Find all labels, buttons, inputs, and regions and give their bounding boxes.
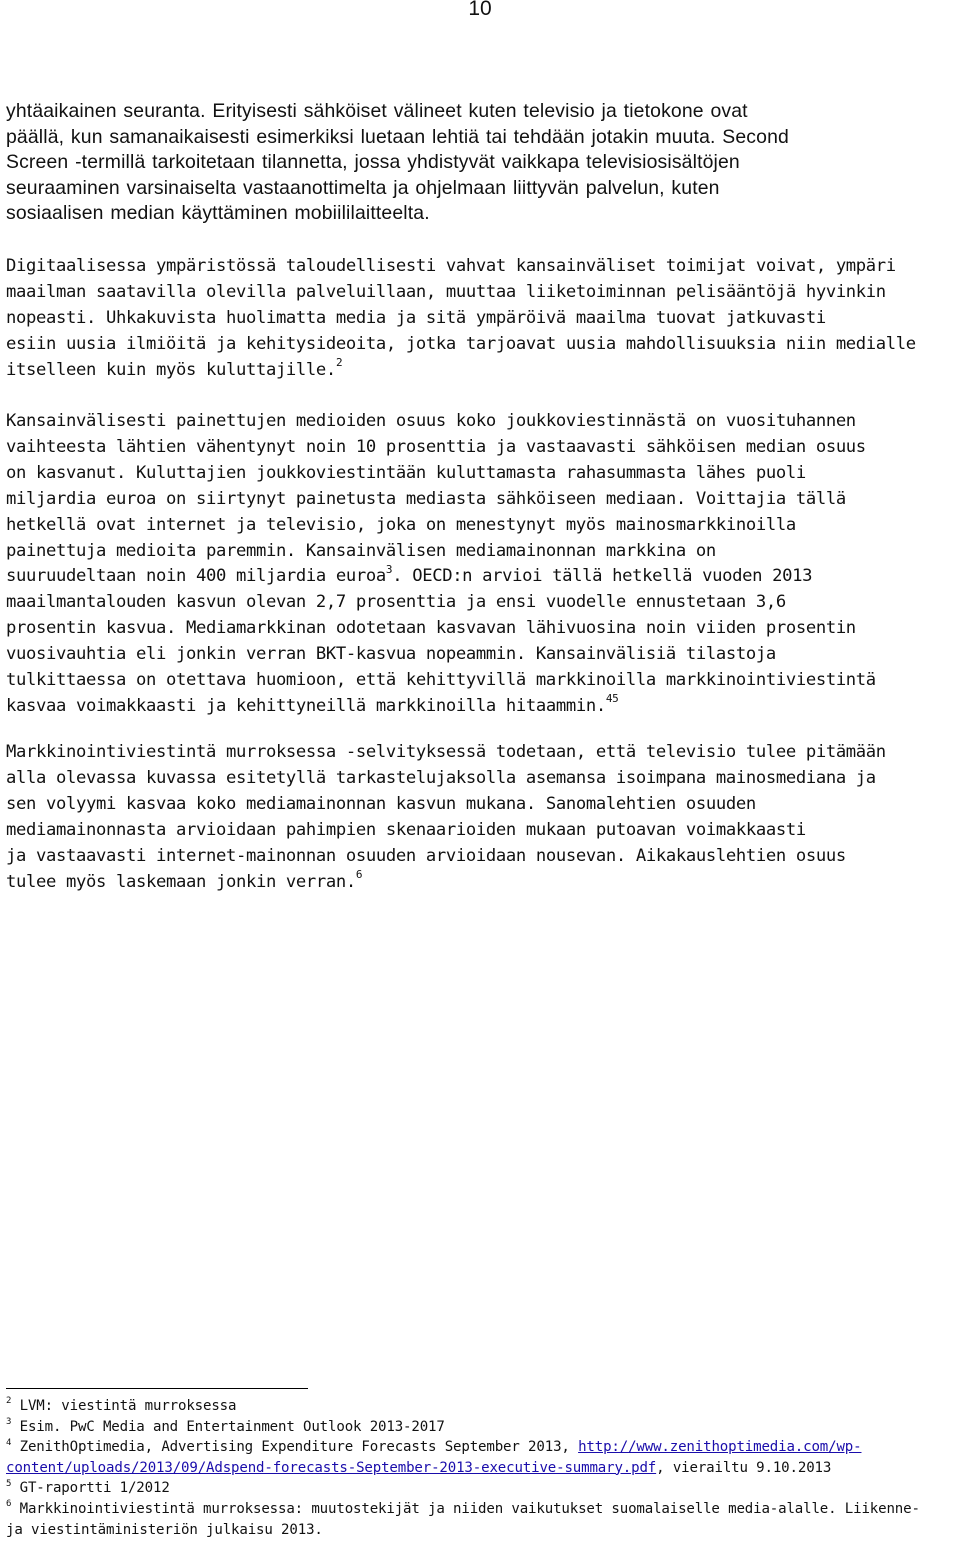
footnote-ref-3: 3: [385, 562, 393, 576]
text-line: vaihteesta lähtien vähentynyt noin 10 prosenttia ja vastaavasti sähköisen median osuus: [6, 436, 866, 457]
footnote-6-continued: [6, 1520, 958, 1541]
paragraph-marketing-communication: [6, 740, 958, 895]
paragraph-second-screen: [6, 99, 958, 227]
text-line: yhtäaikainen seuranta. Erityisesti sähköiset välineet kuten televisio ja tietokone ovat: [6, 100, 748, 122]
text-line: [6, 564, 958, 590]
text-line: maailman saatavilla olevilla palveluillaan, muuttaa liiketoiminnan pelisääntöjä hyvinkin: [6, 281, 886, 302]
footnote-text: , vierailtu 9.10.2013: [656, 1459, 832, 1476]
footnote-text: ZenithOptimedia, Advertising Expenditure Forecasts September 2013,: [11, 1439, 579, 1456]
footnote-text: LVM: viestintä murroksessa: [11, 1398, 237, 1414]
text-line: prosentin kasvua. Mediamarkkinan odotetaan kasvavan lähivuosina noin viiden prosentin: [6, 618, 856, 639]
footnote-ref-2: 2: [335, 355, 343, 369]
footnote-5: [6, 1478, 958, 1499]
text-line: nopeasti. Uhkakuvista huolimatta media ja sitä ympäröivä maailma tuovat jatkuvasti: [6, 307, 826, 328]
text-line: tulkittaessa on otettava huomioon, että kehittyvillä markkinoilla markkinointiviestintä: [6, 670, 876, 691]
footnote-link[interactable]: content/uploads/2013/09/Adspend-forecasts-September-2013-executive-summary.pdf: [6, 1459, 657, 1476]
text-line: alla olevassa kuvassa esitetyllä tarkastelujaksolla asemansa isoimpana mainosmediana ja: [6, 767, 876, 788]
text-fragment: kasvaa voimakkaasti ja kehittyneillä markkinoilla hitaammin.: [6, 695, 606, 716]
text-line: Digitaalisessa ympäristössä taloudellisesti vahvat kansainväliset toimijat voivat, ympäri: [6, 256, 896, 276]
footnote-number: 5: [6, 1478, 12, 1489]
text-line: seuraaminen varsinaiselta vastaanottimelta ja ohjelmaan liittyvän palvelun, kuten: [6, 176, 720, 199]
text-line: sosiaalisen median käyttäminen mobiililaitteelta.: [6, 202, 430, 225]
text-line: miljardia euroa on siirtynyt painetusta mediasta sähköiseen mediaan. Voittajia tällä: [6, 488, 846, 509]
text-line: [6, 355, 958, 384]
text-line: maailmantalouden kasvun olevan 2,7 prosenttia ja ensi vuodelle ennustetaan 3,6: [6, 592, 786, 613]
footnote-ref-45: 45: [605, 692, 619, 706]
text-fragment: . OECD:n arvioi tällä hetkellä vuoden 2013: [392, 566, 813, 587]
text-line: Screen -termillä tarkoitetaan tilannetta, jossa yhdistyvät vaikkapa televisiosisältöjen: [6, 151, 740, 174]
text-line: ja vastaavasti internet-mainonnan osuuden arvioidaan nousevan. Aikakauslehtien osuus: [6, 845, 846, 866]
text-line: vuosivauhtia eli jonkin verran BKT-kasvua nopeammin. Kansainvälisiä tilastoja: [6, 644, 776, 665]
text-line: Markkinointiviestintä murroksessa -selvityksessä todetaan, että televisio tulee pitämään: [6, 742, 886, 762]
text-line: [6, 867, 958, 896]
text-line: päällä, kun samanaikaisesti esimerkiksi luetaan lehtiä tai tehdään jotakin muuta. Second: [6, 125, 789, 148]
text-fragment: suuruudeltaan noin 400 miljardia euroa: [6, 566, 386, 587]
paragraph-digital-environment: [6, 254, 958, 384]
text-line: Kansainvälisesti painettujen medioiden osuus koko joukkoviestinnästä on vuosituhannen: [6, 411, 856, 431]
footnote-text: GT-raportti 1/2012: [11, 1480, 170, 1497]
page-number: 10: [468, 0, 492, 20]
footnote-number: 4: [6, 1437, 12, 1448]
text-fragment: itselleen kuin myös kuluttajille.: [6, 359, 336, 380]
footnote-2: [6, 1396, 958, 1417]
footnote-link[interactable]: http://www.zenithoptimedia.com/wp-: [578, 1439, 862, 1456]
paragraph-international-media: [6, 409, 958, 720]
footnote-text: ja viestintäministeriön julkaisu 2013.: [6, 1521, 323, 1538]
text-line: sen volyymi kasvaa koko mediamainonnan kasvun mukana. Sanomalehtien osuuden: [6, 793, 756, 814]
text-line: mediamainonnasta arvioidaan pahimpien skenaarioiden mukaan putoavan voimakkaasti: [6, 819, 806, 840]
text-line: hetkellä ovat internet ja televisio, joka on menestynyt myös mainosmarkkinoilla: [6, 514, 796, 535]
footnote-text: Esim. PwC Media and Entertainment Outlook 2013-2017: [11, 1418, 445, 1435]
text-line: esiin uusia ilmiöitä ja kehitysideoita, jotka tarjoavat uusia mahdollisuuksia niin medialle: [6, 333, 916, 354]
text-line: painettuja medioita paremmin. Kansainvälisen mediamainonnan markkina on: [6, 540, 716, 561]
text-fragment: tulee myös laskemaan jonkin verran.: [6, 871, 356, 892]
footnote-ref-6: 6: [355, 867, 363, 881]
footnote-number: 3: [6, 1416, 12, 1427]
footnote-4-continued: [6, 1458, 958, 1479]
footnote-4: [6, 1437, 958, 1458]
text-line: [6, 694, 958, 720]
footnote-text: Markkinointiviestintä murroksessa: muutostekijät ja niiden vaikutukset suomalaiselle media-alalle. Liikenne-: [11, 1500, 920, 1517]
footnote-separator: [6, 1388, 308, 1389]
footnote-3: [6, 1417, 958, 1438]
footnote-number: 6: [6, 1499, 12, 1510]
text-line: on kasvanut. Kuluttajien joukkoviestintään kuluttamasta rahasummasta lähes puoli: [6, 462, 806, 483]
footnote-6: [6, 1499, 958, 1520]
footnotes: [6, 1396, 958, 1540]
footnote-number: 2: [6, 1396, 12, 1407]
